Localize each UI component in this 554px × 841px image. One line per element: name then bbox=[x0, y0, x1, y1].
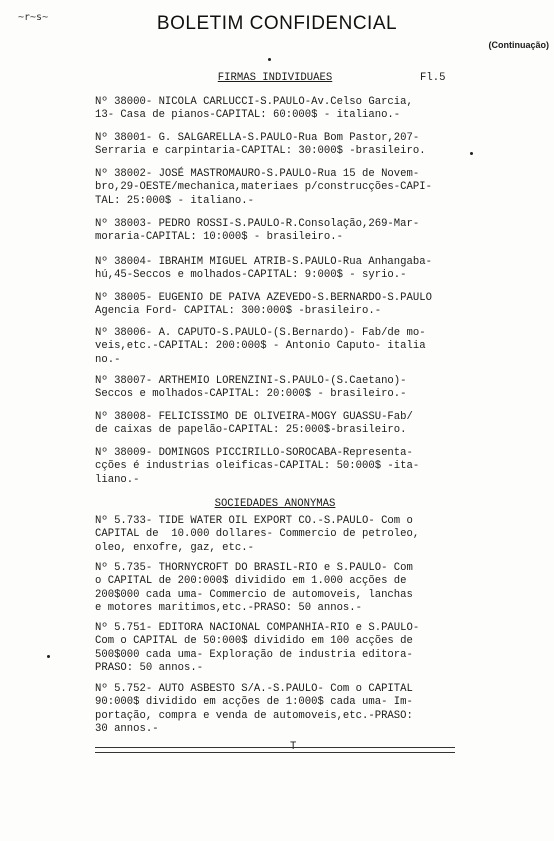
firma-entry: Nº 38006- A. CAPUTO-S.PAULO-(S.Bernardo)- Fab/de mo- veis,etc.-CAPITAL: 200:000$ - Antonio Caputo- italia no.- bbox=[95, 327, 426, 366]
page-title: BOLETIM CONFIDENCIAL bbox=[156, 13, 398, 34]
firma-entry: Nº 38005- EUGENIO DE PAIVA AZEVEDO-S.BERNARDO-S.PAULO Agencia Ford- CAPITAL: 300:000$ -brasileiro.- bbox=[95, 292, 432, 318]
firma-entry: Nº 38001- G. SALGARELLA-S.PAULO-Rua Bom Pastor,207- Serraria e carpintaria-CAPITAL: 30:000$ -brasileiro. bbox=[95, 132, 426, 158]
footer-mark: T bbox=[290, 741, 297, 753]
sociedade-entry: Nº 5.735- THORNYCROFT DO BRASIL-RIO e S.PAULO- Com o CAPITAL de 200:000$ dividido em 1.000 acções de 200$000 cada uma- Commercio de automoveis, lanchas e motores maritimos,etc.-PRASO: 50 annos.- bbox=[95, 562, 413, 615]
ink-spot bbox=[470, 152, 473, 155]
footer-rule bbox=[95, 747, 455, 748]
firma-entry: Nº 38007- ARTHEMIO LORENZINI-S.PAULO-(S.Caetano)- Seccos e molhados-CAPITAL: 20:000$ - brasileiro.- bbox=[95, 375, 407, 401]
firma-entry: Nº 38004- IBRAHIM MIGUEL ATRIB-S.PAULO-Rua Anhangaba- hú,45-Seccos e molhados-CAPITAL: 9:000$ - syrio.- bbox=[95, 256, 432, 282]
firma-entry: Nº 38008- FELICISSIMO DE OLIVEIRA-MOGY GUASSU-Fab/ de caixas de papelão-CAPITAL: 25:000$-brasileiro. bbox=[95, 411, 413, 437]
sociedade-entry: Nº 5.752- AUTO ASBESTO S/A.-S.PAULO- Com o CAPITAL 90:000$ dividido em acções de 1:000$ cada uma- Im- portação, compra e venda de automoveis,etc.-PRASO: 30 annos.- bbox=[95, 683, 413, 736]
firma-entry: Nº 38009- DOMINGOS PICCIRILLO-SOROCABA-Representa- cções é industrias oleificas-CAPITAL: 50:000$ -ita- liano.- bbox=[95, 447, 420, 486]
ink-spot bbox=[268, 58, 271, 61]
sociedade-entry: Nº 5.733- TIDE WATER OIL EXPORT CO.-S.PAULO- Com o CAPITAL de 10.000 dollares- Commercio de petroleo, oleo, enxofre, gaz, etc.- bbox=[95, 515, 420, 554]
firma-entry: Nº 38000- NICOLA CARLUCCI-S.PAULO-Av.Celso Garcia, 13- Casa de pianos-CAPITAL: 60:000$ - italiano.- bbox=[95, 96, 413, 122]
continuation-label: (Continuação) bbox=[488, 40, 549, 50]
ink-spot bbox=[47, 655, 50, 658]
firma-entry: Nº 38003- PEDRO ROSSI-S.PAULO-R.Consolação,269-Mar- moraria-CAPITAL: 10:000$ - brasileiro.- bbox=[95, 218, 420, 244]
firma-entry: Nº 38002- JOSÉ MASTROMAURO-S.PAULO-Rua 15 de Novem- bro,29-OESTE/mechanica,materiaes p/construcções-CAPI- TAL: 25:000$ - italiano.- bbox=[95, 168, 432, 207]
footer-rule bbox=[95, 752, 455, 753]
section-heading-firmas: FIRMAS INDIVIDUAES bbox=[217, 72, 333, 84]
section-heading-sociedades: SOCIEDADES ANONYMAS bbox=[214, 498, 336, 510]
header-scribble: ~r~s~ bbox=[18, 12, 49, 23]
sociedade-entry: Nº 5.751- EDITORA NACIONAL COMPANHIA-RIO e S.PAULO- Com o CAPITAL de 50:000$ dividido em 100 acções de 500$000 cada uma- Exploração de industria editora- PRASO: 50 annos.- bbox=[95, 622, 420, 675]
page-reference: Fl.5 bbox=[420, 72, 446, 84]
